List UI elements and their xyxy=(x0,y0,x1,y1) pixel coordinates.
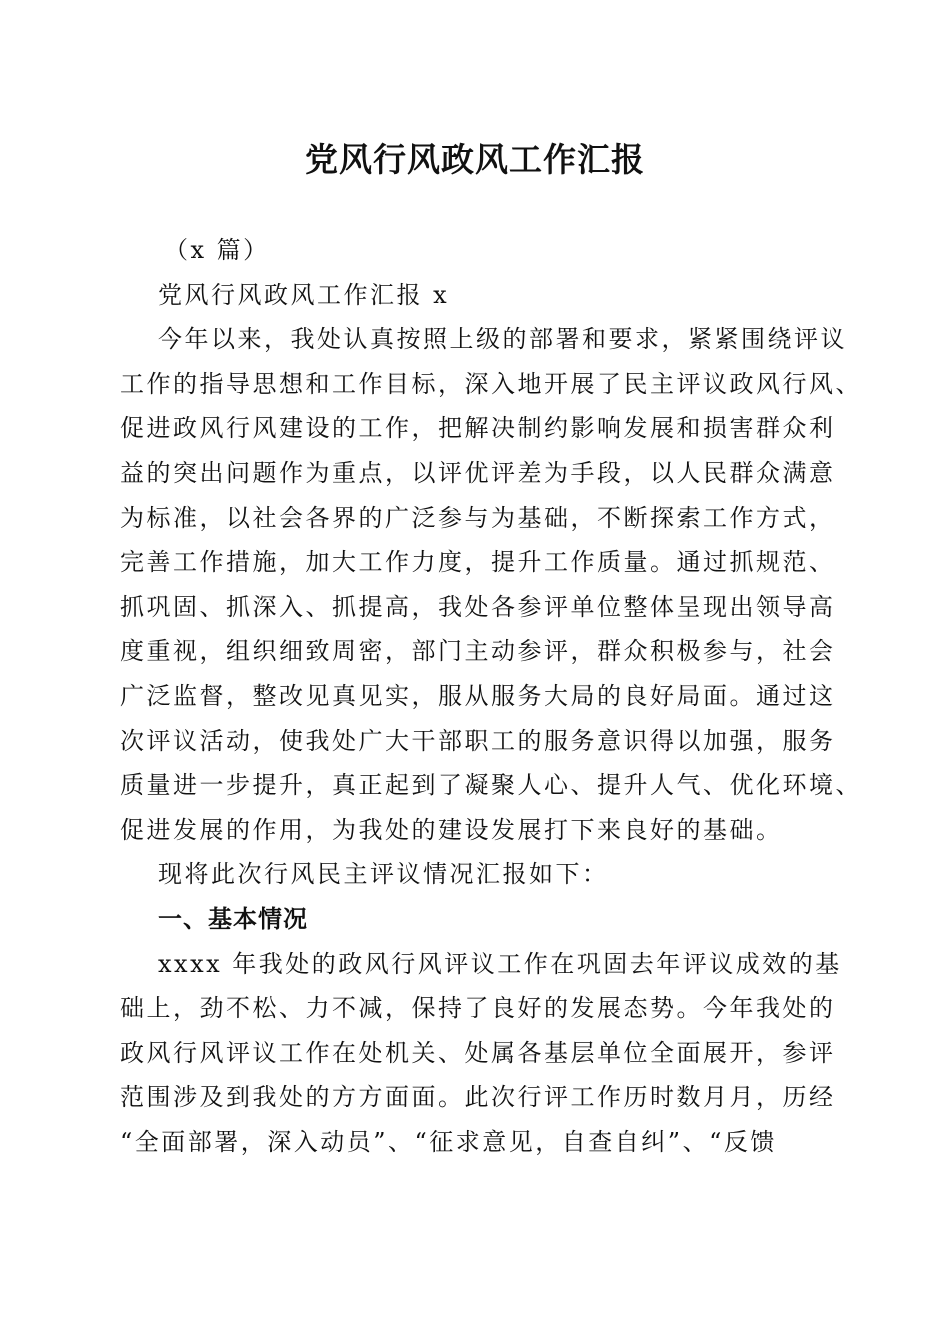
paragraph-line: 为标准，以社会各界的广泛参与为基础，不断探索工作方式， xyxy=(120,503,836,532)
paragraph-line: 抓巩固、抓深入、抓提高，我处各参评单位整体呈现出领导高 xyxy=(120,592,836,621)
paragraph-line: 促进发展的作用，为我处的建设发展打下来良好的基础。 xyxy=(120,815,783,844)
paragraph-line: xxxx 年我处的政风行风评议工作在巩固去年评议成效的基 xyxy=(158,949,842,978)
paragraph-report-intro: 现将此次行风民主评议情况汇报如下： xyxy=(158,860,609,889)
paragraph-line: 工作的指导思想和工作目标，深入地开展了民主评议政风行风、 xyxy=(120,369,862,398)
subtitle: （x 篇） xyxy=(164,236,270,264)
paragraph-line: 政风行风评议工作在处机关、处属各基层单位全面展开，参评 xyxy=(120,1038,836,1067)
document-title: 党风行风政风工作汇报 xyxy=(305,140,645,179)
section-heading: 一、基本情况 xyxy=(158,904,308,933)
subheading: 党风行风政风工作汇报 x xyxy=(158,280,450,309)
paragraph-line: 促进政风行风建设的工作，把解决制约影响发展和损害群众利 xyxy=(120,414,836,443)
paragraph-line: 范围涉及到我处的方方面面。此次行评工作历时数月月，历经 xyxy=(120,1083,836,1112)
paragraph-line: 今年以来，我处认真按照上级的部署和要求，紧紧围绕评议 xyxy=(158,325,847,354)
paragraph-intro xyxy=(120,317,862,852)
paragraph-line: 完善工作措施，加大工作力度，提升工作质量。通过抓规范、 xyxy=(120,548,836,577)
paragraph-line: “全面部署，深入动员”、“征求意见，自查自纠”、“反馈 xyxy=(120,1127,777,1156)
paragraph-line: 质量进一步提升，真正起到了凝聚人心、提升人气、优化环境、 xyxy=(120,771,862,800)
paragraph-line: 益的突出问题作为重点，以评优评差为手段，以人民群众满意 xyxy=(120,458,836,487)
paragraph-line: 度重视，组织细致周密，部门主动参评，群众积极参与，社会 xyxy=(120,637,836,666)
paragraph-line: 础上，劲不松、力不减，保持了良好的发展态势。今年我处的 xyxy=(120,994,836,1023)
paragraph-line: 次评议活动，使我处广大干部职工的服务意识得以加强，服务 xyxy=(120,726,836,755)
paragraph-line: 广泛监督，整改见真见实，服从服务大局的良好局面。通过这 xyxy=(120,681,836,710)
document-body xyxy=(120,228,862,1164)
paragraph-basic-situation xyxy=(120,942,840,1165)
